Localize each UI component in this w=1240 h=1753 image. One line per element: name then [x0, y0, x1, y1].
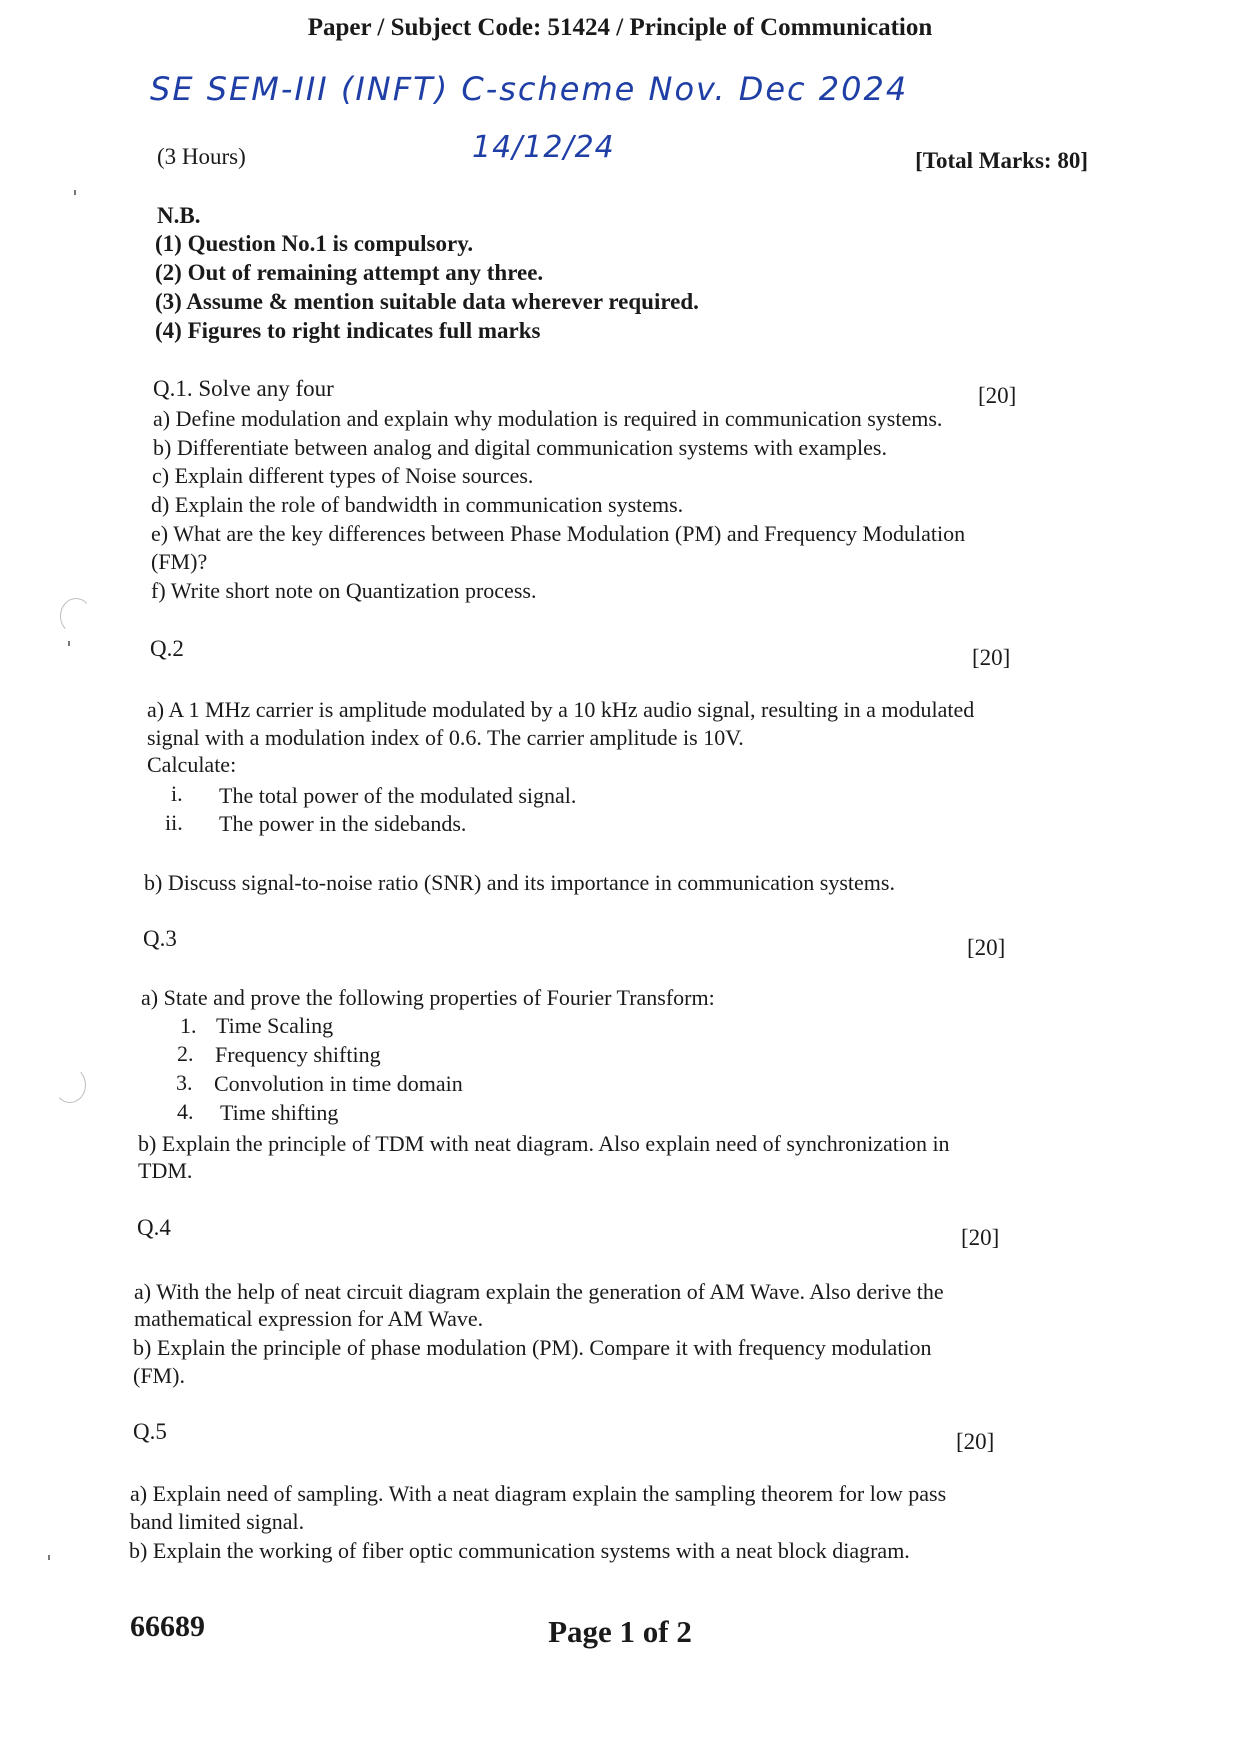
q1-part: e) What are the key differences between Phase Modulation (PM) and Frequency Modulation [151, 521, 966, 546]
scan-speck [68, 641, 70, 646]
q5-title: Q.5 [133, 1419, 167, 1444]
note-item: (4) Figures to right indicates full marks [155, 318, 541, 343]
q4-marks: [20] [961, 1225, 1000, 1250]
q5-marks: [20] [956, 1429, 995, 1454]
note-item: (3) Assume & mention suitable data wherever required. [155, 289, 699, 314]
q4-a-line: a) With the help of neat circuit diagram explain the generation of AM Wave. Also derive the [134, 1279, 944, 1304]
q2-a-line: a) A 1 MHz carrier is amplitude modulated by a 10 kHz audio signal, resulting in a modulated [147, 697, 975, 722]
scan-speck [48, 1555, 50, 1560]
handwritten-exam-line: SE SEM-III (INFT) C-scheme Nov. Dec 2024 [150, 70, 909, 108]
q3-list-text: Time Scaling [216, 1013, 334, 1038]
footer-page-number: Page 1 of 2 [548, 1614, 692, 1649]
handwritten-date: 14/12/24 [472, 130, 615, 165]
scan-speck [74, 190, 76, 195]
q3-list-num: 2. [177, 1041, 194, 1066]
q3-list-text: Frequency shifting [215, 1042, 381, 1067]
q3-title: Q.3 [143, 926, 177, 951]
q3-a: a) State and prove the following properties of Fourier Transform: [141, 985, 715, 1010]
q1-part: d) Explain the role of bandwidth in communication systems. [151, 492, 684, 517]
q5-b: b) Explain the working of fiber optic communication systems with a neat block diagram. [129, 1538, 910, 1563]
q2-sub-num: i. [171, 781, 183, 806]
notes-heading: N.B. [157, 203, 201, 228]
paper-header: Paper / Subject Code: 51424 / Principle of Communication [307, 14, 933, 41]
punch-hole-mark [60, 598, 92, 634]
q2-sub-text: The power in the sidebands. [219, 811, 467, 836]
note-item: (1) Question No.1 is compulsory. [155, 231, 474, 256]
q5-a-line: band limited signal. [130, 1509, 305, 1534]
q2-title: Q.2 [150, 636, 184, 661]
q3-list-num: 1. [180, 1013, 197, 1038]
q3-b-line: b) Explain the principle of TDM with neat diagram. Also explain need of synchronization in [138, 1131, 950, 1156]
q1-part: a) Define modulation and explain why modulation is required in communication systems. [153, 406, 943, 431]
q3-marks: [20] [967, 935, 1006, 960]
q1-part: (FM)? [151, 549, 208, 574]
note-item: (2) Out of remaining attempt any three. [155, 260, 544, 285]
q2-sub-num: ii. [165, 810, 183, 835]
q2-b: b) Discuss signal-to-noise ratio (SNR) and its importance in communication systems. [144, 870, 895, 895]
q3-b-line: TDM. [138, 1158, 193, 1183]
q1-marks: [20] [978, 383, 1017, 408]
q1-part: b) Differentiate between analog and digital communication systems with examples. [153, 435, 887, 460]
q4-b-line: (FM). [133, 1363, 185, 1388]
q1-part: c) Explain different types of Noise sources. [152, 463, 534, 488]
q4-a-line: mathematical expression for AM Wave. [134, 1306, 484, 1331]
q4-b-line: b) Explain the principle of phase modulation (PM). Compare it with frequency modulation [133, 1335, 932, 1360]
exam-duration: (3 Hours) [157, 144, 246, 169]
total-marks: [Total Marks: 80] [915, 148, 1088, 173]
q2-a-line: signal with a modulation index of 0.6. The carrier amplitude is 10V. [147, 725, 744, 750]
q1-part: f) Write short note on Quantization process. [151, 578, 537, 603]
q3-list-num: 4. [177, 1099, 194, 1124]
q3-list-text: Convolution in time domain [214, 1071, 463, 1096]
q2-calculate: Calculate: [147, 752, 237, 777]
q1-title: Q.1. Solve any four [153, 376, 334, 401]
q4-title: Q.4 [137, 1215, 171, 1240]
q3-list-num: 3. [176, 1070, 193, 1095]
q5-a-line: a) Explain need of sampling. With a neat diagram explain the sampling theorem for low pass [130, 1481, 947, 1506]
q2-marks: [20] [972, 645, 1011, 670]
footer-code: 66689 [130, 1610, 205, 1643]
punch-hole-mark [54, 1067, 86, 1103]
q2-sub-text: The total power of the modulated signal. [219, 783, 577, 808]
q3-list-text: Time shifting [220, 1100, 339, 1125]
